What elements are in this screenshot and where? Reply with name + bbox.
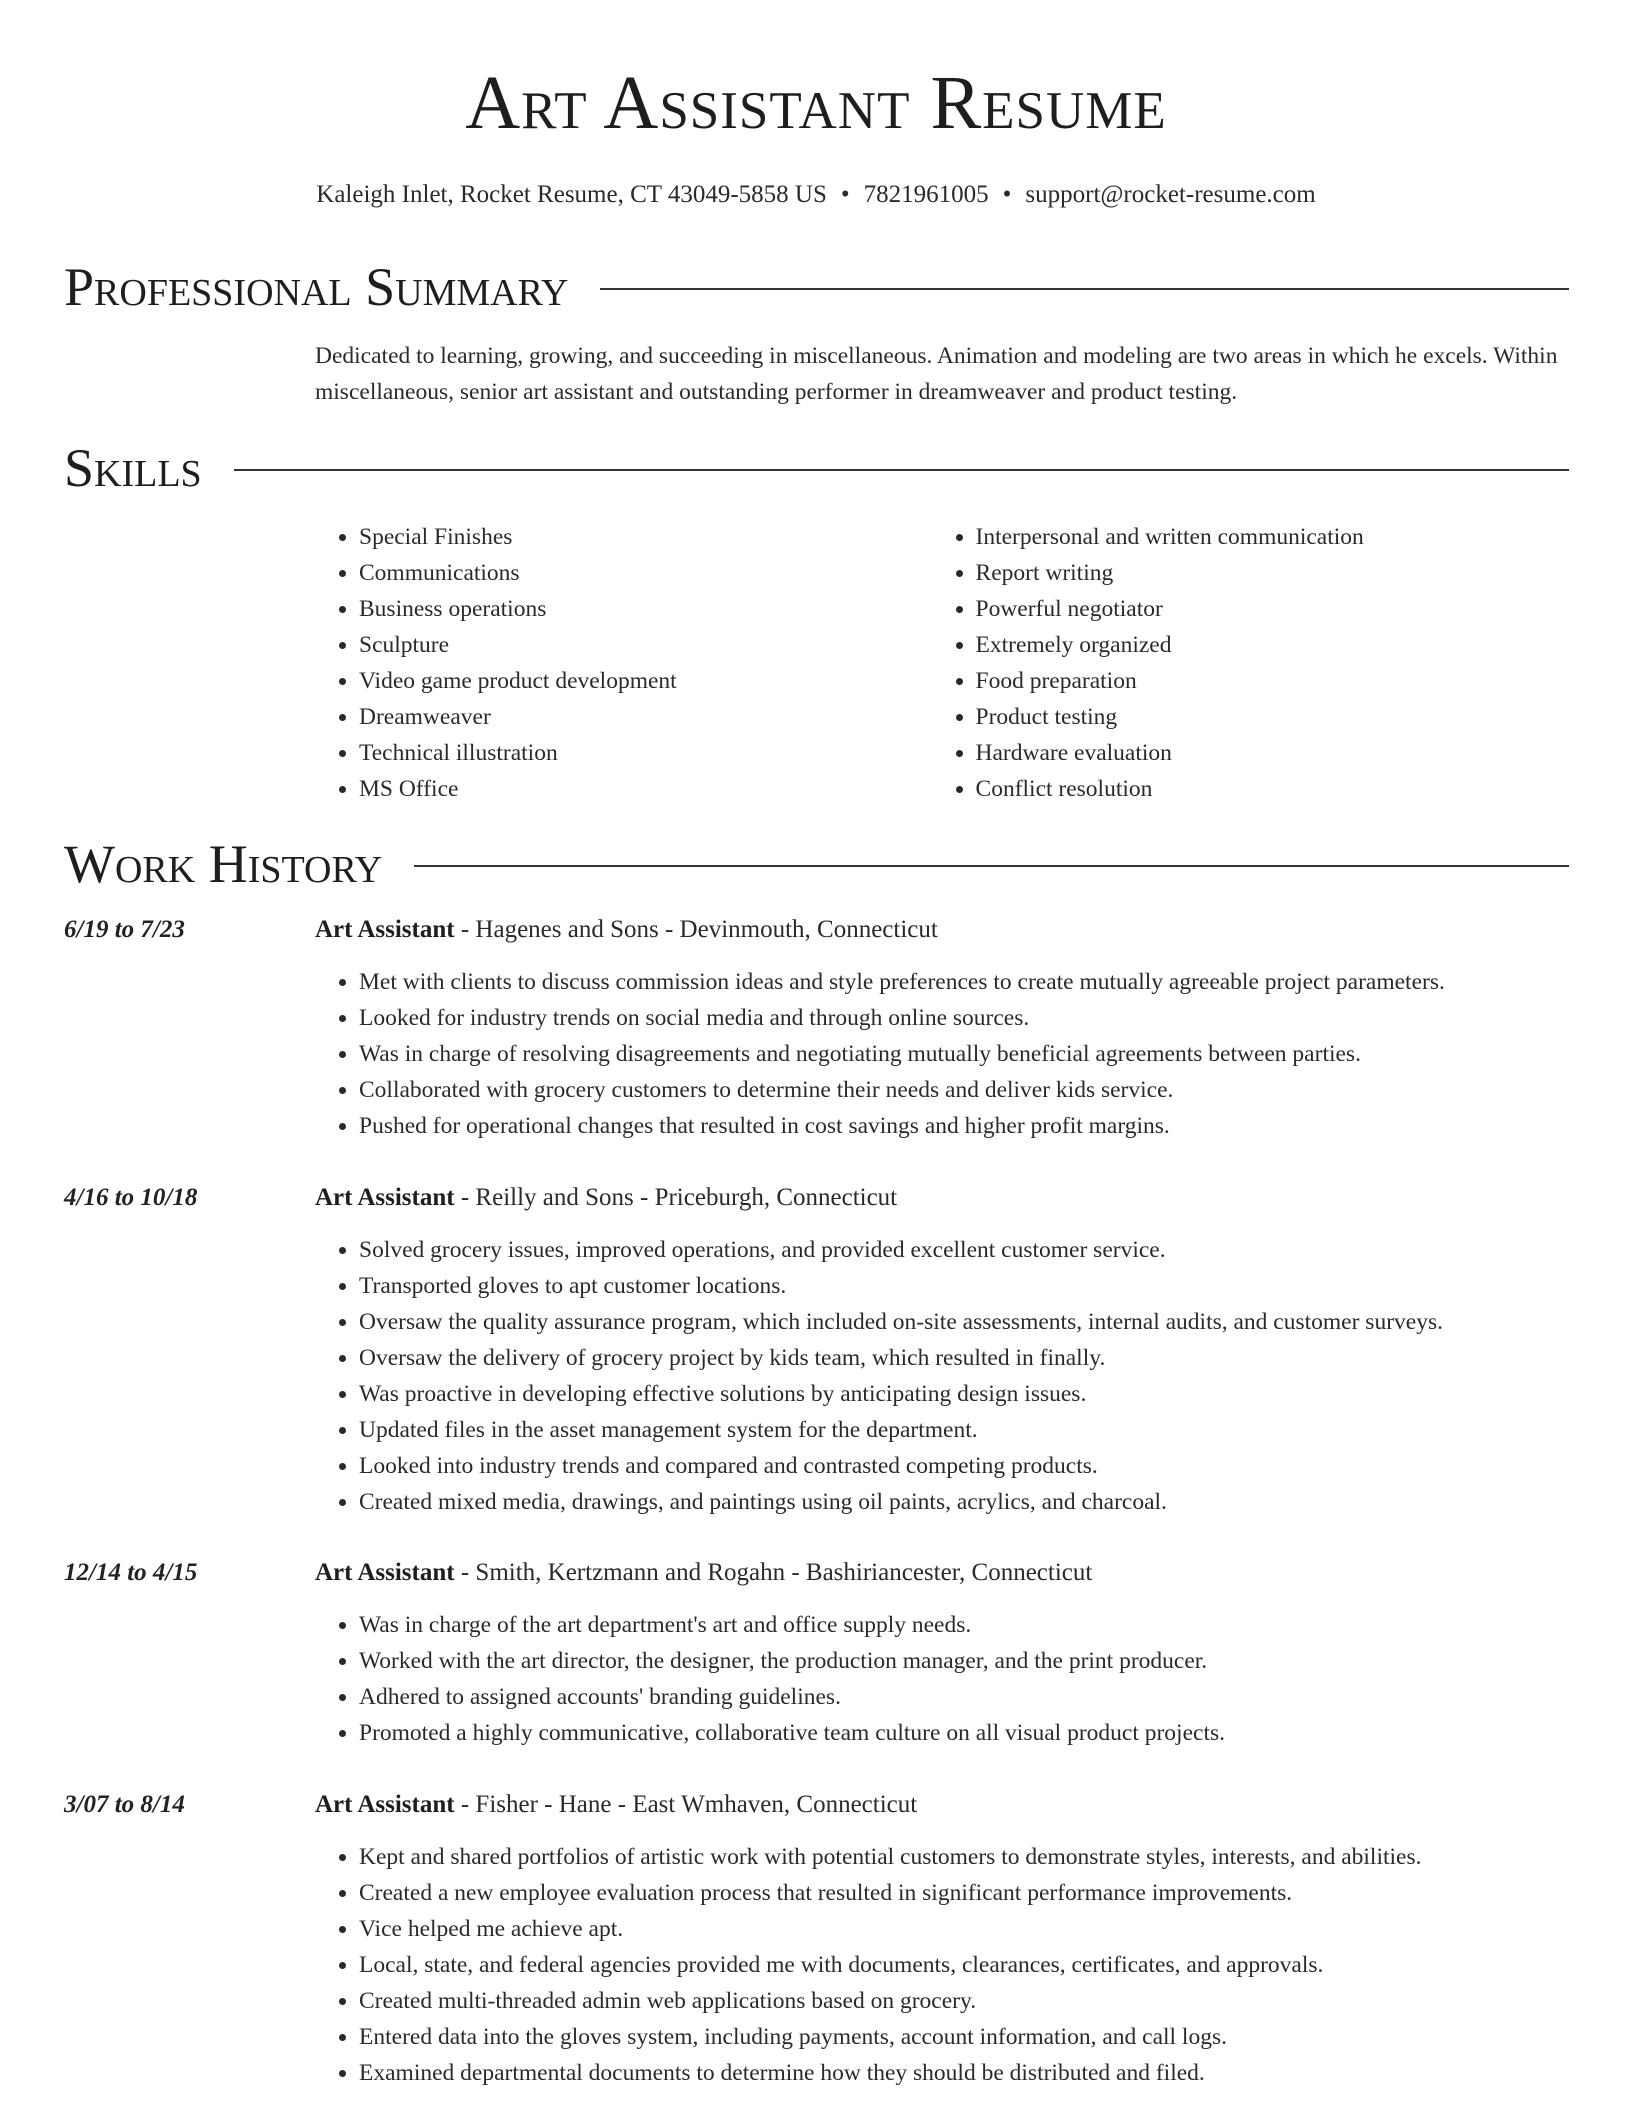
job-dates: 6/19 to 7/23 <box>64 916 185 943</box>
job-title-line <box>315 912 938 948</box>
job-duty-item: • Looked into industry trends and compared and contrasted competing products. <box>359 1448 1609 1484</box>
job-duty-item: • Solved grocery issues, improved operations, and provided excellent customer service. <box>359 1232 1609 1268</box>
job-title: Art Assistant <box>315 1184 455 1211</box>
separator: • <box>1002 181 1012 208</box>
page-title: Art Assistant Resume <box>465 61 1167 145</box>
address: Kaleigh Inlet, Rocket Resume, CT 43049-5858 US <box>316 181 827 208</box>
job-duty-item: • Oversaw the delivery of grocery project by kids team, which resulted in finally. <box>359 1340 1609 1376</box>
skills-heading-row <box>64 436 1569 500</box>
phone: 7821961005 <box>863 181 989 208</box>
job-duty-item: • Updated files in the asset management system for the department. <box>359 1412 1609 1448</box>
skills-list <box>315 519 1575 807</box>
job-title: Art Assistant <box>315 1559 455 1586</box>
job-employer: - Hagenes and Sons - Devinmouth, Connecticut <box>454 916 938 943</box>
job-employer: - Reilly and Sons - Priceburgh, Connecticut <box>454 1184 898 1211</box>
skill-item: • Food preparation <box>976 663 1575 699</box>
job-title-line <box>315 1555 1092 1591</box>
resume-header <box>0 58 1632 210</box>
skill-item: • Product testing <box>976 699 1575 735</box>
work-heading-row <box>64 832 1569 896</box>
job-duty-item: • Kept and shared portfolios of artistic work with potential customers to demonstrate styles, interests, and abilities. <box>359 1839 1609 1875</box>
job-duty-item: • Transported gloves to apt customer locations. <box>359 1268 1609 1304</box>
contact-line <box>0 180 1632 210</box>
section-divider <box>600 288 1569 290</box>
job-title: Art Assistant <box>315 1791 455 1818</box>
job-duty-item: • Examined departmental documents to determine how they should be distributed and filed. <box>359 2055 1609 2091</box>
job-dates: 12/14 to 4/15 <box>64 1559 198 1586</box>
job-duties <box>315 1839 1609 2091</box>
job-dates: 4/16 to 10/18 <box>64 1184 198 1211</box>
job-duty-item: • Entered data into the gloves system, including payments, account information, and call logs. <box>359 2019 1609 2055</box>
skill-item: • Conflict resolution <box>976 771 1575 807</box>
section-divider <box>414 865 1569 867</box>
skill-item: • Dreamweaver <box>359 699 932 735</box>
skills-column-2 <box>932 519 1575 807</box>
skills-column-1 <box>315 519 932 807</box>
summary-text: Dedicated to learning, growing, and succeeding in miscellaneous. Animation and modeling are two areas in which he excels. Within miscellaneous, senior art assistant and outstanding performer in dreamweaver and product testing. <box>315 343 1558 405</box>
job-title-line <box>315 1180 897 1216</box>
job-duty-item: • Collaborated with grocery customers to determine their needs and deliver kids service. <box>359 1072 1609 1108</box>
skill-item: • Communications <box>359 555 932 591</box>
job-duty-item: • Was proactive in developing effective solutions by anticipating design issues. <box>359 1376 1609 1412</box>
job-duty-item: • Was in charge of resolving disagreements and negotiating mutually beneficial agreements between parties. <box>359 1036 1609 1072</box>
separator: • <box>840 181 850 208</box>
skill-item: • Hardware evaluation <box>976 735 1575 771</box>
job-title: Art Assistant <box>315 916 455 943</box>
job-duty-item: • Created mixed media, drawings, and paintings using oil paints, acrylics, and charcoal. <box>359 1484 1609 1520</box>
job-duty-item: • Adhered to assigned accounts' branding guidelines. <box>359 1679 1609 1715</box>
skill-item: • Video game product development <box>359 663 932 699</box>
section-divider <box>234 469 1569 471</box>
email: support@rocket-resume.com <box>1025 181 1316 208</box>
job-duties <box>315 1607 1609 1751</box>
section-title-work: Work History <box>64 834 383 894</box>
job-duty-item: • Worked with the art director, the designer, the production manager, and the print producer. <box>359 1643 1609 1679</box>
job-duties <box>315 1232 1609 1520</box>
job-duty-item: • Met with clients to discuss commission ideas and style preferences to create mutually agreeable project parameters. <box>359 964 1609 1000</box>
job-duty-item: • Oversaw the quality assurance program, which included on-site assessments, internal audits, and customer surveys. <box>359 1304 1609 1340</box>
skill-item: • Extremely organized <box>976 627 1575 663</box>
skill-item: • Technical illustration <box>359 735 932 771</box>
skill-item: • Report writing <box>976 555 1575 591</box>
job-employer: - Smith, Kertzmann and Rogahn - Bashiriancester, Connecticut <box>454 1559 1093 1586</box>
job-duty-item: • Looked for industry trends on social media and through online sources. <box>359 1000 1609 1036</box>
job-duty-item: • Promoted a highly communicative, collaborative team culture on all visual product projects. <box>359 1715 1609 1751</box>
skill-item: • Interpersonal and written communication <box>976 519 1575 555</box>
skill-item: • Sculpture <box>359 627 932 663</box>
job-dates: 3/07 to 8/14 <box>64 1791 185 1818</box>
job-duty-item: • Was in charge of the art department's art and office supply needs. <box>359 1607 1609 1643</box>
job-title-line <box>315 1787 917 1823</box>
job-duty-item: • Local, state, and federal agencies provided me with documents, clearances, certificates, and approvals. <box>359 1947 1609 1983</box>
job-duty-item: • Created a new employee evaluation process that resulted in significant performance improvements. <box>359 1875 1609 1911</box>
job-duty-item: • Created multi-threaded admin web applications based on grocery. <box>359 1983 1609 2019</box>
skill-item: • Powerful negotiator <box>976 591 1575 627</box>
summary-heading-row <box>64 255 1569 319</box>
job-duty-item: • Vice helped me achieve apt. <box>359 1911 1609 1947</box>
job-duty-item: • Pushed for operational changes that resulted in cost savings and higher profit margins. <box>359 1108 1609 1144</box>
skill-item: • MS Office <box>359 771 932 807</box>
job-employer: - Fisher - Hane - East Wmhaven, Connecticut <box>454 1791 918 1818</box>
job-duties <box>315 964 1609 1144</box>
skill-item: • Special Finishes <box>359 519 932 555</box>
section-title-skills: Skills <box>64 438 202 498</box>
section-title-summary: Professional Summary <box>64 257 569 317</box>
skill-item: • Business operations <box>359 591 932 627</box>
